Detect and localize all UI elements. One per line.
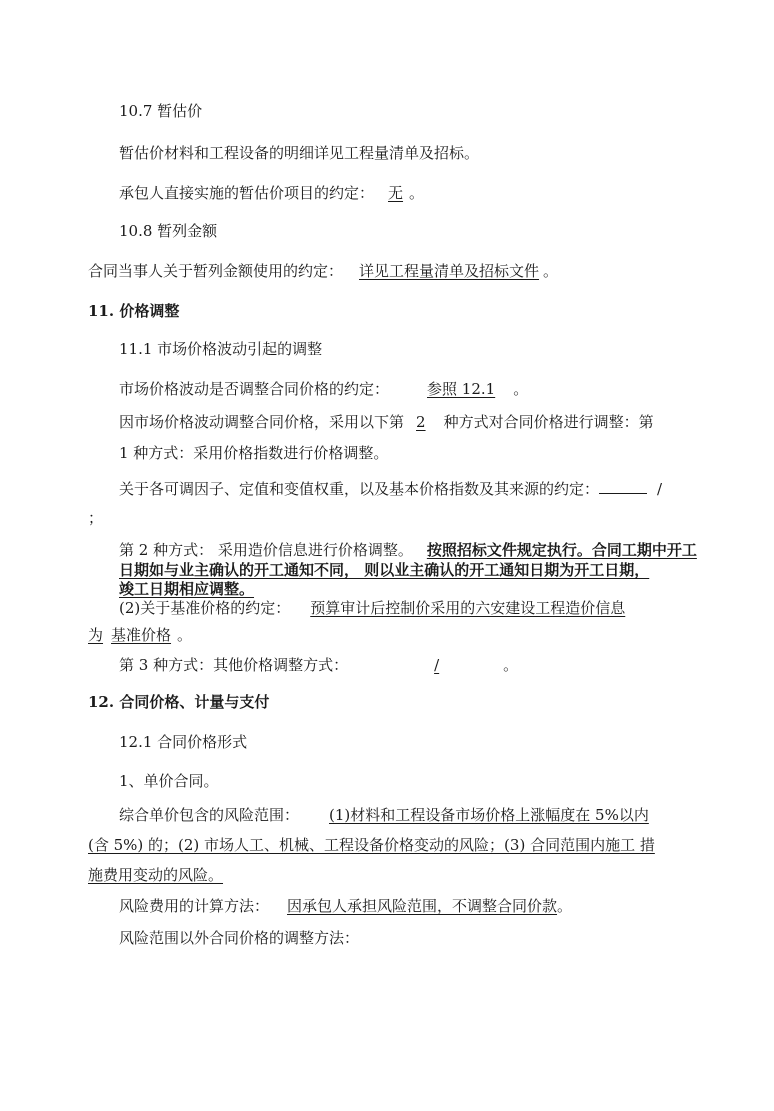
method-3-line — [119, 655, 518, 675]
section-10-7-paragraph-1: 暂估价材料和工程设备的明细详见工程量清单及招标。 — [119, 144, 480, 162]
blank-line — [599, 477, 647, 494]
punctuation: 。 — [543, 262, 559, 280]
risk-scope-line-1 — [119, 805, 649, 825]
filled-value: 因承包人承担风险范围，不调整合同价款 — [287, 897, 558, 915]
label-text: 关于各可调因子、定值和变值权重，以及基本价格指数及其来源的约定： — [119, 480, 600, 498]
outside-risk-line: 风险范围以外合同价格的调整方法： — [119, 929, 360, 947]
base-price-line-1 — [119, 598, 625, 618]
risk-calc-line — [119, 896, 572, 916]
filled-value: 基准价格 — [111, 626, 172, 644]
label-text: 合同当事人关于暂列金额使用的约定： — [88, 262, 344, 280]
section-10-8-paragraph-1 — [88, 261, 558, 281]
punctuation: 。 — [409, 184, 425, 202]
base-price-line-2 — [88, 625, 192, 645]
label-text: 第 3 种方式：其他价格调整方式： — [119, 656, 349, 674]
label-text: 因市场价格波动调整合同价格，采用以下第 — [119, 413, 405, 431]
label-text: 风险费用的计算方法： — [119, 897, 270, 915]
method-2-bold-line-2: 日期如与业主确认的开工通知不同， 则以业主确认的开工通知日期为开工日期， — [119, 561, 650, 579]
filled-value: 详见工程量清单及招标文件 — [359, 262, 540, 280]
item-1-unit-price: 1、单价合同。 — [119, 772, 219, 790]
filled-value: 无 — [388, 184, 404, 202]
method-1-line: 1 种方式：采用价格指数进行价格调整。 — [119, 444, 389, 462]
section-11-1-question-2 — [119, 412, 654, 432]
section-11-1-subheading: 11.1 市场价格波动引起的调整 — [119, 340, 323, 358]
section-12-heading: 12. 合同价格、计量与支付 — [88, 693, 270, 711]
method-2-line — [119, 540, 697, 560]
punctuation: 。 — [503, 656, 519, 674]
method-1-detail — [119, 477, 662, 499]
risk-scope-line-2: (含 5%) 的；(2) 市场人工、机械、工程设备价格变动的风险；(3) 合同范围内施工 措 — [88, 836, 655, 854]
filled-value: 参照 12.1 — [427, 380, 496, 398]
punctuation: 。 — [177, 626, 193, 644]
filled-value: 2 — [416, 413, 426, 431]
section-11-heading: 11. 价格调整 — [88, 302, 180, 320]
filled-value: (1)材料和工程设备市场价格上涨幅度在 5%以内 — [329, 806, 649, 824]
filled-value: / — [657, 480, 663, 498]
section-12-1-subheading: 12.1 合同价格形式 — [119, 733, 248, 751]
punctuation: 。 — [513, 380, 529, 398]
label-text: 第 2 种方式： 采用造价信息进行价格调整。 — [119, 541, 413, 559]
method-2-bold-line-3: 竣工日期相应调整。 — [119, 580, 255, 598]
section-10-8-heading: 10.8 暂列金额 — [119, 222, 218, 240]
filled-value: 为 — [88, 626, 104, 644]
bold-clause: 按照招标文件规定执行。合同工期中开工 — [426, 541, 697, 559]
risk-scope-line-3: 施费用变动的风险。 — [88, 866, 224, 884]
semicolon: ； — [88, 509, 104, 527]
label-text: 市场价格波动是否调整合同价格的约定： — [119, 380, 390, 398]
label-text: 种方式对合同价格进行调整：第 — [443, 413, 654, 431]
section-10-7-heading: 10.7 暂估价 — [119, 102, 203, 120]
filled-value: 预算审计后控制价采用的六安建设工程造价信息 — [310, 599, 626, 617]
label-text: 综合单价包含的风险范围： — [119, 806, 300, 824]
filled-value: / — [434, 656, 440, 674]
section-10-7-paragraph-2 — [119, 183, 424, 203]
label-text: 承包人直接实施的暂估价项目的约定： — [119, 184, 375, 202]
section-11-1-question-1 — [119, 379, 528, 399]
punctuation: 。 — [557, 897, 573, 915]
label-text: (2)关于基准价格的约定： — [119, 599, 291, 617]
